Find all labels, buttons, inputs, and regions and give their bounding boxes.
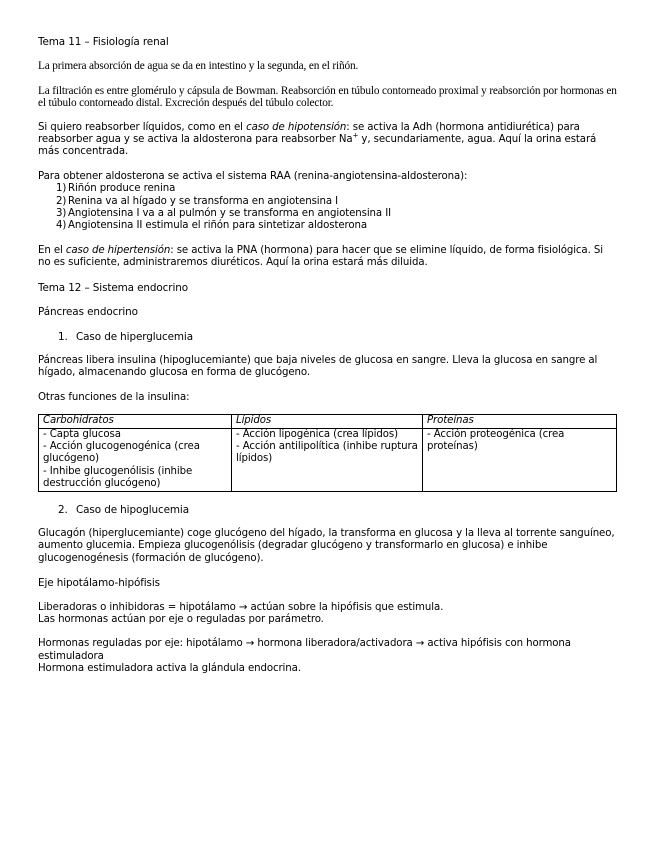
text-segment: y, secundariamente, agua. Aquí la orina estará más concentrada. xyxy=(38,134,597,158)
paragraph-insulin: Páncreas libera insulina (hipoglucemiante) que baja niveles de glucosa en sangre. Lleva la glucosa en sangre al hígado, almacenando glucosa en forma de glucógeno. xyxy=(38,354,598,379)
text-segment: En el xyxy=(38,244,66,256)
header-proteinas: Proteínas xyxy=(423,415,617,428)
text-segment: : se activa la PNA (hormona) para hacer que se elimine líquido, de forma fisiológica. Si no es suficiente, administraremos diuréticos. Aquí la orina estará más diluida. xyxy=(38,244,603,269)
axis-line-4: Hormona estimuladora activa la glándula endocrina. xyxy=(38,663,301,675)
cell-proteinas xyxy=(423,428,617,491)
paragraph-hypertension xyxy=(38,245,618,270)
list-item-text: Angiotensina II estimula el riñón para sintetizar aldosterona xyxy=(68,220,368,232)
emphasis-hypertension: caso de hipertensión xyxy=(65,244,171,256)
raa-intro: Para obtener aldosterona se activa el sistema RAA (renina-angiotensina-aldosterona): xyxy=(38,170,468,182)
paragraph-glucagon: Glucagón (hiperglucemiante) coge glucógeno del hígado, la transforma en glucosa y la lleva al torrente sanguíneo, aumento glucemia. Empieza glucogenólisis (degradar glucógeno y transformarlo en glucosa) e inhibe glucogenogénesis (formación de glucógeno). xyxy=(38,527,615,564)
text-segment: Si quiero reabsorber líquidos, como en el xyxy=(38,121,247,133)
pancreas-heading: Páncreas endocrino xyxy=(38,306,138,319)
case-label: Caso de hiperglucemia xyxy=(76,330,193,343)
superscript-plus: + xyxy=(352,131,359,140)
axis-line-1: Liberadoras o inhibidoras = hipotálamo → actúan sobre la hipófisis que estimula. xyxy=(38,601,444,613)
axis-heading: Eje hipotálamo-hipófisis xyxy=(38,577,160,590)
list-item-text: Riñón produce renina xyxy=(68,183,176,195)
header-lipidos: Lípidos xyxy=(232,415,423,428)
list-number: 2) xyxy=(56,195,67,207)
list-number: 2. xyxy=(58,503,68,516)
list-number: 1) xyxy=(56,183,67,195)
list-item xyxy=(38,196,618,208)
paragraph-filtration: La filtración es entre glomérulo y cápsula de Bowman. Reabsorción en túbulo contorneado proximal y reabsorción por hormonas en el túbulo contorneado distal. Excreción después del túbulo colector. xyxy=(38,84,617,110)
other-functions-label: Otras funciones de la insulina: xyxy=(38,391,190,403)
paragraph-hypotension xyxy=(38,122,618,159)
header-carbohidratos: Carbohidratos xyxy=(39,415,232,428)
axis-line-2: Las hormonas actúan por eje o reguladas por parámetro. xyxy=(38,614,324,625)
axis-line-3: Hormonas reguladas por eje: hipotálamo → hormona liberadora/activadora → activa hipófisis con hormona estimuladora xyxy=(38,638,571,662)
tema-12-title: Tema 12 – Sistema endocrino xyxy=(38,281,188,294)
raa-steps-list xyxy=(38,183,618,233)
table-row xyxy=(39,428,617,491)
cell-line: - Acción glucogenogénica (crea glucógeno) xyxy=(43,440,200,465)
text-segment: : se activa la Adh (hormona antidiurética) para reabsorber agua y se activa la aldosterona para reabsorber Na xyxy=(38,121,580,146)
cell-lipidos xyxy=(232,428,423,491)
cell-line: - Acción proteogénica (crea proteínas) xyxy=(427,428,565,452)
cell-line: - Acción antilipolítica (inhibe ruptura lípidos) xyxy=(236,440,418,465)
list-item xyxy=(38,183,618,195)
list-item-text: Angiotensina I va a al pulmón y se transforma en angiotensina II xyxy=(68,208,392,220)
cell-carbohidratos xyxy=(39,428,232,491)
list-number: 4) xyxy=(56,220,67,232)
tema-11-title: Tema 11 – Fisiología renal xyxy=(38,36,169,48)
cell-line: - Acción lipogénica (crea lípidos) xyxy=(236,428,398,440)
document-page xyxy=(38,36,618,676)
cell-line: - Capta glucosa xyxy=(43,428,121,440)
table-header-row xyxy=(39,415,617,428)
case-label: Caso de hipoglucemia xyxy=(76,503,189,516)
case-hypoglycemia-heading xyxy=(38,504,618,516)
list-item-text: Renina va al hígado y se transforma en angiotensina I xyxy=(68,195,339,207)
list-item xyxy=(38,208,618,220)
paragraph-absorption: La primera absorción de agua se da en intestino y la segunda, en el riñón. xyxy=(38,60,359,73)
list-item xyxy=(38,220,618,232)
insulin-functions-table xyxy=(38,414,617,491)
list-number: 3) xyxy=(56,208,67,220)
cell-line: - Inhibe glucogenólisis (inhibe destrucción glucógeno) xyxy=(43,465,193,490)
list-number: 1. xyxy=(58,330,68,343)
case-hyperglycemia-heading xyxy=(38,331,618,343)
emphasis-hypotension: caso de hipotensión xyxy=(246,121,347,133)
